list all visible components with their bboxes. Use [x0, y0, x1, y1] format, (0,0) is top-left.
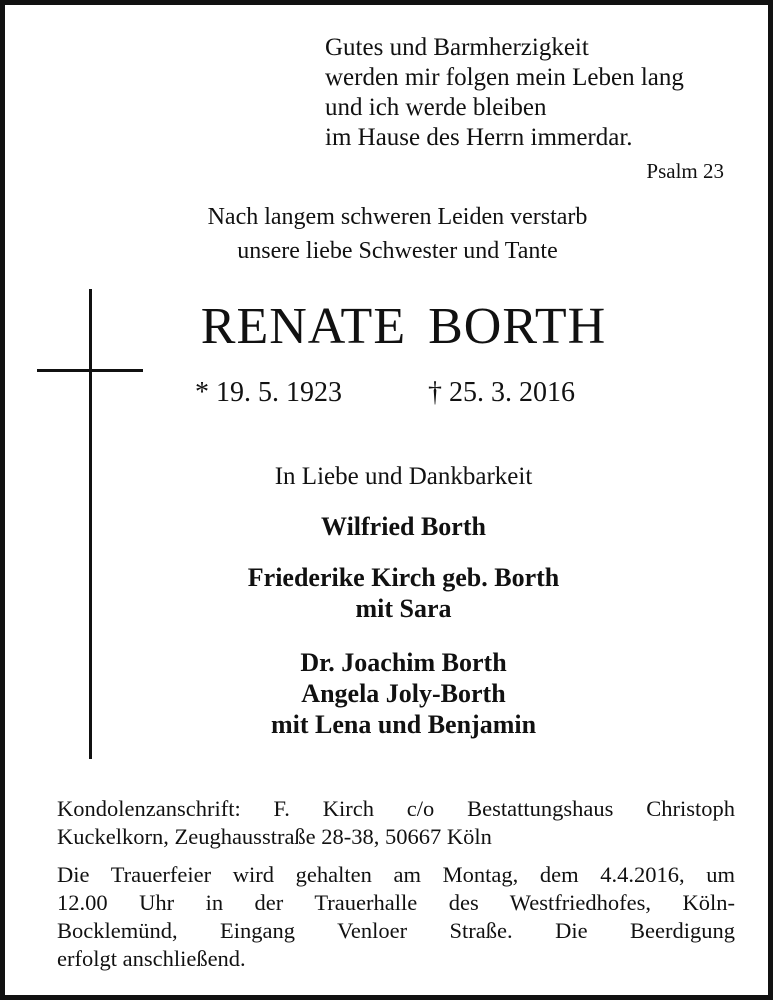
announcement-line: unsere liebe Schwester und Tante	[237, 238, 558, 264]
verse-line: Gutes und Barmherzigkeit	[325, 34, 589, 61]
mourner-name: Friederike Kirch geb. Borth	[247, 563, 560, 592]
mourner-group	[5, 647, 773, 740]
mourner-name: mit Lena und Benjamin	[270, 710, 537, 739]
paragraph-line: Kondolenzanschrift: F. Kirch c/o Bestattungshaus Christoph	[57, 796, 735, 821]
mourner-name: Wilfried Borth	[321, 512, 486, 541]
deceased-name	[5, 297, 773, 356]
death-announcement	[5, 200, 773, 268]
mourner-group	[5, 562, 773, 624]
paragraph-line: erfolgt anschließend.	[57, 946, 246, 971]
paragraph-line: Die Trauerfeier wird gehalten am Montag, dem 4.4.2016, um	[57, 862, 735, 887]
birth-date: * 19. 5. 1923	[195, 377, 342, 408]
deceased-last-name: BORTH	[428, 298, 607, 355]
deceased-first-name: RENATE	[200, 298, 407, 355]
announcement-line: Nach langem schweren Leiden verstarb	[207, 204, 588, 230]
mourner-name: Dr. Joachim Borth	[300, 648, 507, 677]
mourner-group	[5, 511, 773, 542]
verse-line: werden mir folgen mein Leben lang	[325, 64, 684, 91]
verse-line: und ich werde bleiben	[325, 94, 547, 121]
verse-source: Psalm 23	[646, 159, 724, 183]
mourner-name: Angela Joly-Borth	[301, 679, 506, 708]
mourner-name: mit Sara	[355, 594, 452, 623]
verse-line: im Hause des Herrn immerdar.	[325, 124, 633, 151]
condolence-address	[57, 795, 735, 851]
funeral-details	[57, 861, 735, 973]
mourners-heading: In Liebe und Dankbarkeit	[274, 463, 533, 490]
paragraph-line: 12.00 Uhr in der Trauerhalle des Westfriedhofes, Köln-	[57, 890, 735, 915]
cross-icon-horizontal	[37, 369, 143, 372]
paragraph-line: Bocklemünd, Eingang Venloer Straße. Die Beerdigung	[57, 918, 735, 943]
paragraph-line: Kuckelkorn, Zeughausstraße 28-38, 50667 Köln	[57, 824, 492, 849]
death-date: † 25. 3. 2016	[428, 377, 575, 408]
psalm-verse	[325, 33, 684, 153]
